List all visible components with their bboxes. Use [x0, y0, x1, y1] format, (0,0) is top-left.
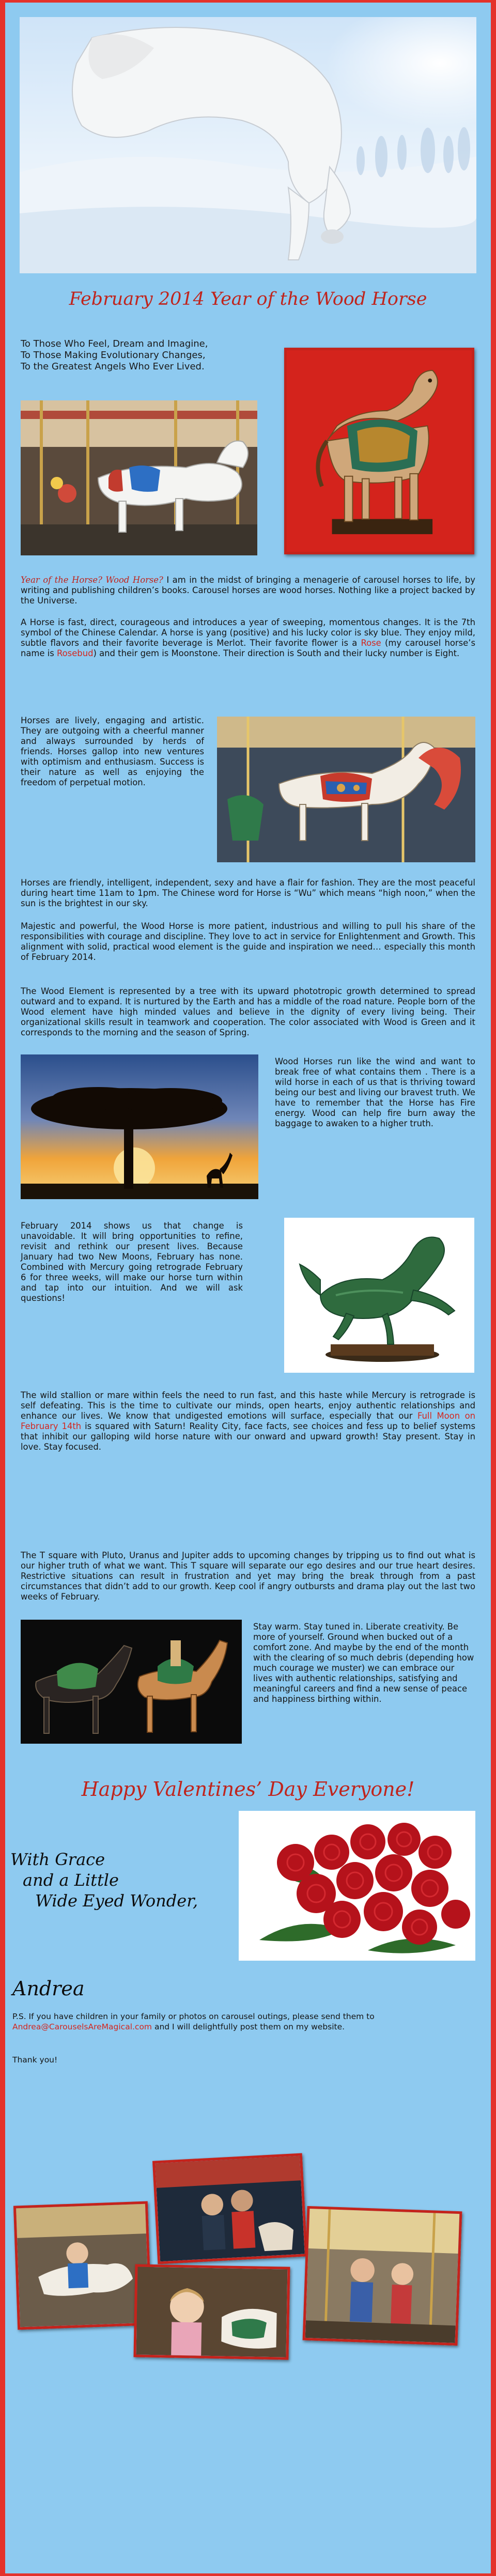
stallion-paragraph: [21, 1390, 475, 1452]
stallion-text: The wild stallion or mare within feels the need to run fast, and this haste while Mercury is retrograde is self defeating. This is the time to cultivate our minds, open hearts, enjoy authentic relationships and enhance our lives. We know that undigested emotions will surface, especially that our: [21, 1390, 475, 1421]
horse-text: A Horse is fast, direct, courageous and introduces a year of sweeping, momentous changes. It is the 7th symbol of the Chinese Calendar. A horse is yang (positive) and his lucky color is sky blue. They enjoy mild, subtle flavors and their favorite beverage is Merlot. Their favorite flower is a: [21, 617, 475, 648]
carved-horse-statue: [284, 348, 474, 554]
change-paragraph: February 2014 shows us that change is unavoidable. It will bring opportunities to refine, revisit and rethink our present lives. Because January had two New Moons, February has none. Combined with Mercury going retrograde February 6 for three weeks, will make our horse turn within and tap into our intuition. And we will ask questions!: [21, 1221, 243, 1303]
rose-link: Rose: [361, 638, 381, 648]
wind-paragraph: Wood Horses run like the wind and want to break free of what contains them . There is a wild horse in each of us that is thriving toward being our best and living our bravest truth. We have to remember that the Horse has Fire energy. Wood can help fire burn away the baggage to awaken to a higher truth.: [275, 1057, 475, 1128]
collage-photo-family: [152, 2153, 307, 2264]
closing-line: With Grace: [10, 1850, 105, 1869]
horse-text: ) and their gem is Moonstone. Their direction is South and their lucky number is Eight.: [93, 648, 460, 658]
email-link[interactable]: Andrea@CarouselsAreMagical.com: [12, 2022, 152, 2031]
intro-paragraph: [21, 575, 475, 606]
page-title: February 2014 Year of the Wood Horse: [69, 289, 427, 309]
collage-photo-carousel-kid: [13, 2201, 152, 2330]
friendly-paragraph: Horses are friendly, intelligent, independent, sexy and have a flair for fashion. They are the most peaceful during heart time 11am to 1pm. The Chinese word for Horse is “Wu” which means “high noon,” when the sun is the brightest in our sky.: [21, 878, 475, 908]
rosebud-link: Rosebud: [57, 648, 94, 658]
warm-paragraph: Stay warm. Stay tuned in. Liberate creativity. Be more of yourself. Ground when bucked out of a comfort zone. And maybe by the end of the month with the clearing of so much debris (depending how much courage we muster) we can embrace our lives with authentic relationships, satisfying and meaningful careers and find a new sense of peace and happiness birthing within.: [253, 1622, 474, 1704]
collage-photo-children: [303, 2206, 462, 2346]
collage-photo-girl: [133, 2264, 290, 2360]
horse-text: (my carousel horse’s name is: [21, 638, 475, 658]
tang-horse-statues: [21, 1620, 242, 1744]
valentines-heading: Happy Valentines’ Day Everyone!: [81, 1778, 415, 1801]
closing: [10, 1849, 248, 1911]
horse-paragraph: [21, 617, 475, 659]
tsquare-paragraph: The T square with Pluto, Uranus and Jupiter adds to upcoming changes by tripping us to find out what is our higher truth of what we want. This T square will separate our ego desires and our true heart desires. Restrictive situations can result in frustration and yet may bring the break through from a past circumstances that didn’t add to our growth. Keep cool if angry outbursts and drama play out the last two weeks of February.: [21, 1550, 475, 1602]
closing-line: and a Little: [23, 1870, 119, 1890]
red-roses-photo: [239, 1811, 475, 1961]
stallion-text: is squared with Saturn! Reality City, face facts, see choices and fess up to belief systems that inhibit our galloping wild horse nature with our onward and upward growth! Stay present. Stay in love. Stay focused.: [21, 1421, 475, 1452]
dedication-line: To the Greatest Angels Who Ever Lived.: [21, 361, 205, 372]
carousel-horses-photo: [217, 717, 475, 862]
ps-text: and I will delightfully post them on my website.: [152, 2022, 345, 2031]
closing-line: Wide Eyed Wonder,: [35, 1891, 198, 1911]
ps-text: P.S. If you have children in your family or photos on carousel outings, please send them to: [12, 2012, 375, 2021]
acacia-sunset-photo: [21, 1054, 258, 1199]
jade-horse-statue: [284, 1218, 474, 1373]
majestic-paragraph: Majestic and powerful, the Wood Horse is more patient, industrious and willing to pull his share of the responsibilities with courage and discipline. They love to act in service for Enlightenment and Growth. This alignment with solid, practical wood element is the guide and inspiration we need… especially this month of February 2014.: [21, 921, 475, 962]
newsletter-body: [5, 3, 491, 2573]
lively-paragraph: Horses are lively, engaging and artistic. They are outgoing with a cheerful manner and always surrounded by herds of friends. Horses gallop into new ventures with optimism and enthusiasm. Success is their nature as well as enjoying the freedom of perpetual motion.: [21, 716, 204, 787]
dedication: [21, 338, 279, 373]
carousel-collage: [16, 2147, 481, 2364]
ps-paragraph: [12, 2011, 467, 2032]
full-moon-link: Full Moon on February 14th: [21, 1411, 475, 1431]
white-horse-photo: [20, 17, 476, 273]
dedication-line: To Those Who Feel, Dream and Imagine,: [21, 338, 208, 349]
carousel-photo: [21, 400, 257, 555]
element-paragraph: The Wood Element is represented by a tree with its upward phototropic growth determined to spread outward and to expand. It is nurtured by the Earth and has a middle of the road nature. People born of the Wood element have high minded values and believe in the dignity of every living being. Their organizational skills result in teamwork and cooperation. The color associated with Wood is Green and it corresponds to the morning and the season of Spring.: [21, 986, 475, 1037]
thank-you: Thank you!: [12, 2055, 58, 2065]
intro-lead: Year of the Horse? Wood Horse?: [21, 575, 163, 585]
dedication-line: To Those Making Evolutionary Changes,: [21, 350, 206, 361]
signature: Andrea: [12, 1977, 85, 2000]
intro-text: I am in the midst of bringing a menagerie of carousel horses to life, by writing and publishing children’s books. Carousel horses are wood horses. Nothing like a project backed by the Universe.: [21, 575, 475, 606]
